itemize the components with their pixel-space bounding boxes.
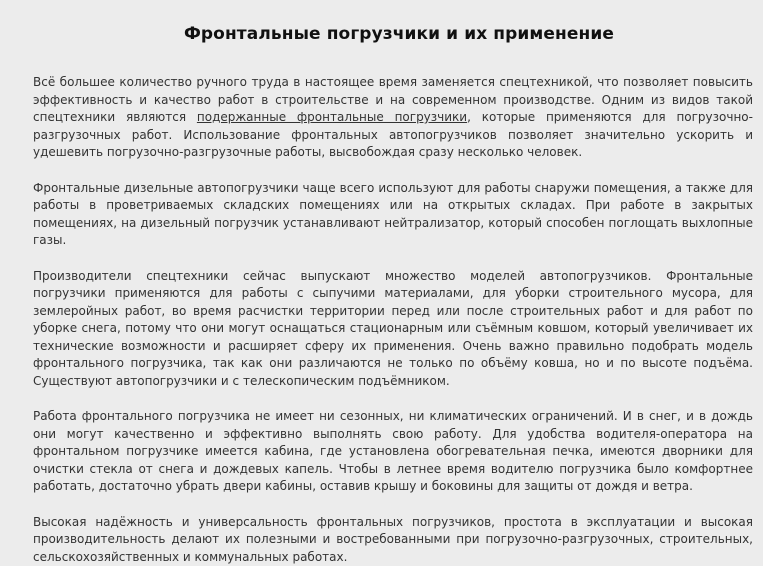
- paragraph-3: Производители спецтехники сейчас выпускают множество моделей автопогрузчиков. Фронтальные погрузчики применяются для работы с сыпучими материалами, для уборки строительного мусора, для землеройных работ, во время расчистки территории перед или после строительных работ и для работ по уборке снега, потому что они могут оснащаться стационарным или съёмным ковшом, который увеличивает их технические возможности и расширяет сферу их применения. Очень важно правильно подобрать модель фронтального погрузчика, так как они различаются не только по объёму ковша, но и по высоте подъёма. Существуют автопогрузчики и с телескопическим подъёмником.: [33, 268, 753, 391]
- paragraph-2: Фронтальные дизельные автопогрузчики чаще всего используют для работы снаружи помещения, а также для работы в проветриваемых складских помещениях или на открытых складах. При работе в закрытых помещениях, на дизельный погрузчик устанавливают нейтрализатор, который способен поглощать выхлопные газы.: [33, 180, 753, 250]
- paragraph-5: Высокая надёжность и универсальность фронтальных погрузчиков, простота в эксплуатации и высокая производительность делают их полезными и востребованными при погрузочно-разгрузочных, строительных, сельскохозяйственных и коммунальных работах.: [33, 514, 753, 566]
- article-title: Фронтальные погрузчики и их применение: [33, 22, 753, 46]
- paragraph-4: Работа фронтального погрузчика не имеет ни сезонных, ни климатических ограничений. И в снег, и в дождь они могут качественно и эффективно выполнять свою работу. Для удобства водителя-оператора на фронтальном погрузчике имеется кабина, где установлена обогревательная печка, имеются дворники для очистки стекла от снега и дождевых капель. Чтобы в летнее время водителю погрузчика было комфортнее работать, достаточно убрать двери кабины, оставив крышу и боковины для защиты от дождя и ветра.: [33, 408, 753, 496]
- article-body: [33, 74, 753, 566]
- paragraph-1-text-end: , которые применяются для погрузочно-разгрузочных работ. Использование фронтальных автопогрузчиков позволяет значительно ускорить и удешевить погрузочно-разгрузочные работы, высвобождая сразу несколько человек.: [33, 110, 753, 159]
- used-loaders-link[interactable]: подержанные фронтальные погрузчики: [197, 110, 467, 124]
- paragraph-1: [33, 74, 753, 162]
- paragraph-1-text-start: Всё большее количество ручного труда в настоящее время заменяется спецтехникой, что позволяет повысить эффективность и качество работ в строительстве и на современном производстве. Одним из видов такой спецтехники являются: [33, 75, 753, 124]
